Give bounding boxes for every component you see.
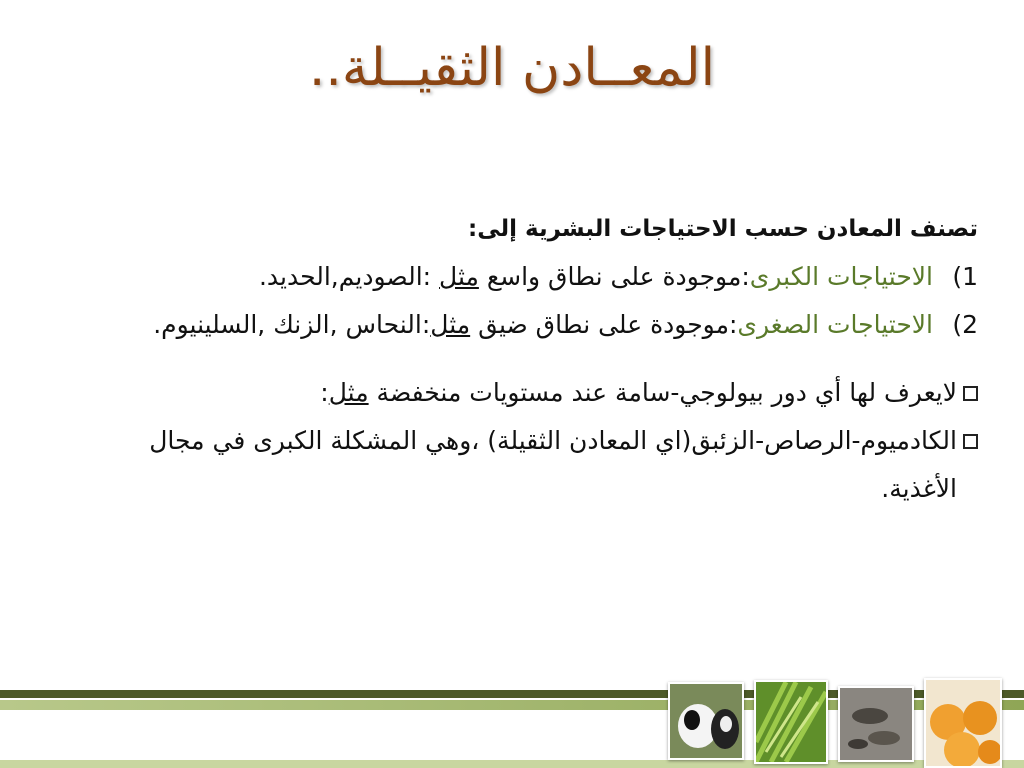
- item-number: 2): [952, 310, 978, 339]
- example-word: مثل: [328, 378, 369, 407]
- item-desc: :موجودة على نطاق واسع: [478, 262, 750, 291]
- bullet-text: الكادميوم-الرصاص-الزئبق(اي المعادن الثقيلة) ،وهي المشكلة الكبرى في مجال الأغذية.: [149, 426, 957, 503]
- bullet-item: [70, 369, 978, 417]
- example-word: مثل: [430, 310, 471, 339]
- slide-title: المعــادن الثقيــلة..: [308, 38, 716, 98]
- example-word: مثل: [439, 262, 479, 291]
- item-term: الاحتياجات الصغرى: [737, 310, 933, 339]
- item-text: [70, 301, 933, 349]
- slide-content: [70, 205, 978, 513]
- checkbox-bullet-icon: [963, 434, 978, 449]
- fish-photo: [838, 686, 914, 762]
- item-desc: :موجودة على نطاق ضيق: [470, 310, 738, 339]
- item-examples: :النحاس ,الزنك ,السلينيوم.: [153, 310, 431, 339]
- item-examples: :الصوديم,الحديد.: [258, 262, 440, 291]
- wheat-photo: [754, 680, 828, 764]
- item-number: 1): [952, 262, 978, 291]
- list-item: [70, 301, 978, 349]
- photo-strip: [668, 672, 1024, 768]
- list-item: [70, 253, 978, 301]
- item-text: [70, 253, 933, 301]
- section-heading: تصنف المعادن حسب الاحتياجات البشرية إلى:: [468, 216, 978, 242]
- checkbox-bullet-icon: [963, 386, 978, 401]
- bullet-item: [70, 417, 978, 513]
- item-term: الاحتياجات الكبرى: [749, 262, 933, 291]
- bullet-text: لايعرف لها أي دور بيولوجي-سامة عند مستويات منخفضة مثل:: [320, 378, 957, 407]
- orange-photo: [924, 678, 1002, 768]
- spacer: [70, 349, 978, 369]
- cow-photo: [668, 682, 744, 760]
